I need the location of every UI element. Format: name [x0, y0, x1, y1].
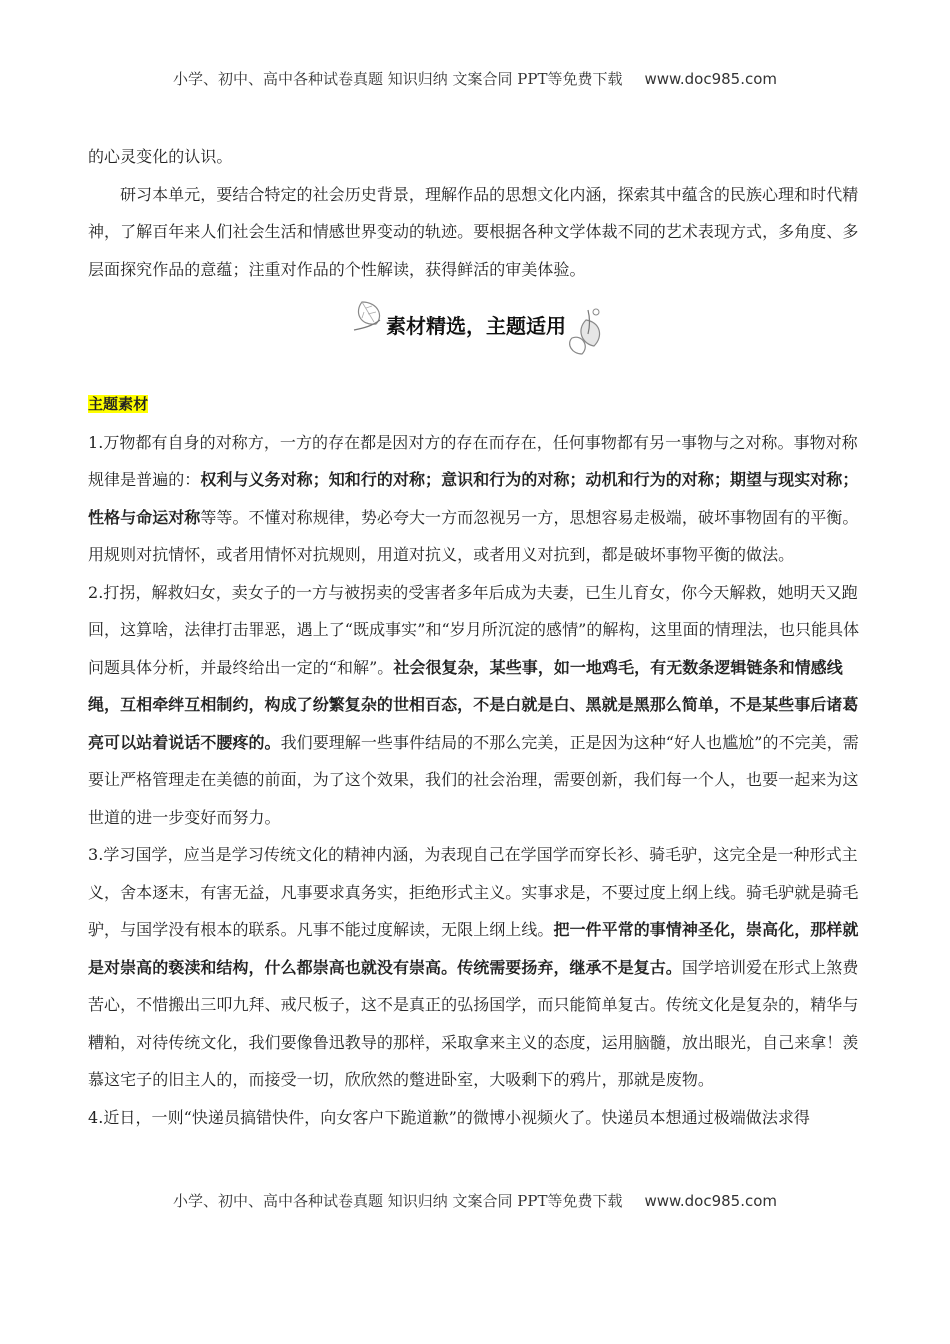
item-3-bold: 把一件平常的事情神圣化，崇高化，那样就是对崇高的亵渎和结构，什么都崇高也就没有崇高。传统需要扬弃，继承不是复古。 — [88, 920, 859, 977]
header-url[interactable]: www.doc985.com — [644, 70, 778, 88]
item-2-bold: 社会很复杂，某些事，如一地鸡毛，有无数条逻辑链条和情感线绳，互相牵绊互相制约，构成了纷繁复杂的世相百态，不是白就是白、黑就是黑那么简单，不是某些事后诸葛亮可以站着说话不腰疼的。 — [88, 657, 859, 752]
item-3-text-a: 3.学习国学，应当是学习传统文化的精神内涵，为表现自己在学国学而穿长衫、骑毛驴，这完全是一种形式主义，舍本逐末，有害无益，凡事要求真务实，拒绝形式主义。实事求是，不要过度上纲上线。骑毛驴就是骑毛驴，与国学没有根本的联系。凡事不能过度解读，无限上纲上线。 — [88, 845, 859, 939]
item-1-text-c: 等等。不懂对称规律，势必夸大一方而忽视另一方，思想容易走极端，破坏事物固有的平衡。用规则对抗情怀，或者用情怀对抗规则，用道对抗义，或者用义对抗到，都是破坏事物平衡的做法。 — [88, 507, 859, 564]
intro-p2: 研习本单元，要结合特定的社会历史背景，理解作品的思想文化内涵，探索其中蕴含的民族心理和时代精神，了解百年来人们社会生活和情感世界变动的轨迹。要根据各种文学体裁不同的艺术表现方式，多角度、多层面探究作品的意蕴；注重对作品的个性解读，获得鲜活的审美体验。 — [88, 184, 859, 279]
item-2 — [88, 574, 862, 837]
footer-text: 小学、初中、高中各种试卷真题 知识归纳 文案合同 PPT等免费下载 — [172, 1192, 623, 1210]
section-label: 主题素材 — [88, 395, 149, 413]
section-label-line — [88, 385, 862, 424]
banner-title: 素材精选，主题适用 — [386, 314, 566, 338]
item-1-bold: 权利与义务对称；知和行的对称；意识和行为的对称；动机和行为的对称；期望与现实对称；性格与命运对称 — [88, 470, 859, 527]
item-1 — [88, 424, 862, 574]
page-header — [0, 68, 950, 89]
section-banner — [350, 290, 610, 358]
item-2-text-c: 我们要理解一些事件结局的不那么完美，正是因为这种“好人也尴尬”的不完美，需要让严格管理走在美德的前面，为了这个效果，我们的社会治理，需要创新，我们每一个人，也要一起来为这世道的进一步变好而努力。 — [88, 732, 859, 827]
header-text: 小学、初中、高中各种试卷真题 知识归纳 文案合同 PPT等免费下载 — [172, 70, 623, 88]
item-2-text-a: 2.打拐，解救妇女，卖女子的一方与被拐卖的受害者多年后成为夫妻，已生儿育女，你今天解救，她明天又跑回，这算啥，法律打击罪恶，遇上了“既成事实”和“岁月所沉淀的感情”的解构，这里面的情理法，也只能具体问题具体分析，并最终给出一定的“和解”。 — [88, 582, 860, 677]
item-3 — [88, 836, 862, 1099]
materials-block — [88, 385, 862, 1136]
item-1-text-a: 1.万物都有自身的对称方，一方的存在都是因对方的存在而存在，任何事物都有另一事物与之对称。事物对称规律是普遍的： — [88, 432, 858, 489]
item-3-text-c: 国学培训爱在形式上煞费苦心，不惜搬出三叩九拜、戒尺板子，这不是真正的弘扬国学，而只能简单复古。传统文化是复杂的，精华与糟粕，对待传统文化，我们要像鲁迅教导的那样，采取拿来主义的态度，运用脑髓，放出眼光，自己来拿！羡慕这宅子的旧主人的，而接受一切，欣欣然的蹩进卧室，大吸剩下的鸦片，那就是废物。 — [88, 957, 859, 1089]
item-4 — [88, 1099, 862, 1137]
intro-p1: 的心灵变化的认识。 — [88, 147, 233, 166]
item-4-text-a: 4.近日，一则“快递员搞错快件，向女客户下跪道歉”的微博小视频火了。快递员本想通过极端做法求得 — [88, 1107, 810, 1127]
intro-block — [88, 138, 862, 288]
footer-url[interactable]: www.doc985.com — [644, 1192, 778, 1210]
page-footer — [0, 1190, 950, 1211]
